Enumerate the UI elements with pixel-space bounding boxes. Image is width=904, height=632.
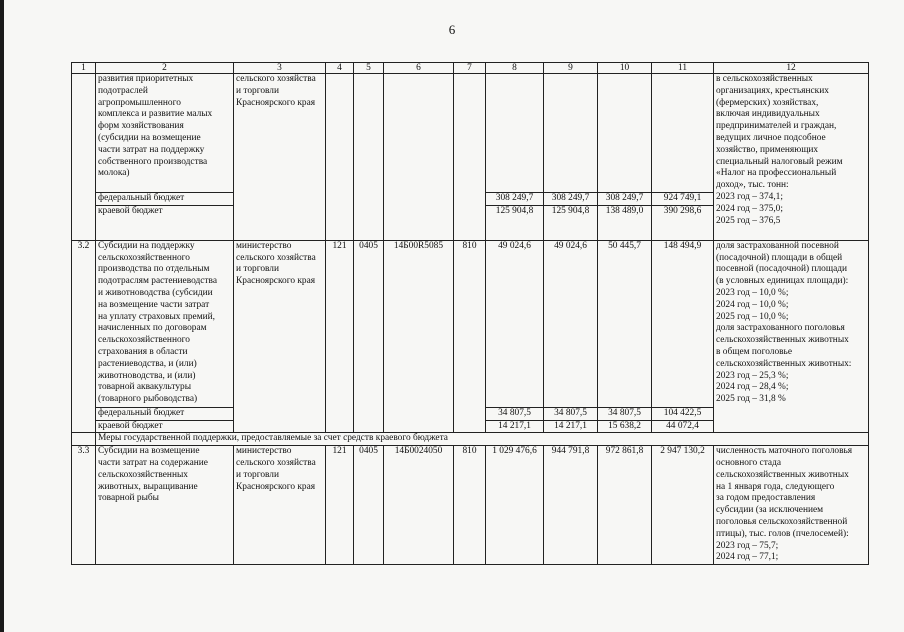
table-row-3-2 bbox=[72, 240, 869, 407]
column-number: 9 bbox=[544, 63, 598, 74]
measure-name-cell: Субсидии на поддержку сельскохозяйственного производства по отдельным подотраслям растениеводства и животноводства (субсидии на возмещение части затрат на уплату страховых премий, начисленных по договорам сельскохозяйственного страхования в области растениеводства, и (или) животноводства, и (или) товарной аквакультуры (товарного рыбоводства) bbox=[96, 240, 234, 407]
page-number: 6 bbox=[448, 22, 456, 37]
column-number: 5 bbox=[354, 63, 384, 74]
value-cell: 34 807,5 bbox=[486, 407, 544, 420]
row-number-cell bbox=[72, 74, 96, 241]
value-cell: 44 072,4 bbox=[652, 420, 714, 433]
value-cell: 14 217,1 bbox=[544, 420, 598, 433]
value-cell: 49 024,6 bbox=[486, 240, 544, 407]
administrator-cell: сельского хозяйства и торговли Красноярского края bbox=[234, 74, 326, 241]
vr-cell bbox=[454, 74, 486, 241]
rzpr-cell bbox=[354, 74, 384, 241]
row-number-cell: 3.2 bbox=[72, 240, 96, 433]
value-cell: 138 489,0 bbox=[598, 205, 652, 240]
column-number: 10 bbox=[598, 63, 652, 74]
value-cell: 148 494,9 bbox=[652, 240, 714, 407]
csr-cell bbox=[384, 74, 454, 241]
grbs-cell: 121 bbox=[326, 240, 354, 433]
measure-name-text: развития приоритетных подотраслей агропромышленного комплекса и развитие малых форм хозяйствования (субсидии на возмещение части затрат на поддержку собственного производства молока) bbox=[98, 74, 213, 179]
column-number: 6 bbox=[384, 63, 454, 74]
column-number: 12 bbox=[714, 63, 869, 74]
value-cell: 1 029 476,6 bbox=[486, 446, 544, 565]
column-number: 7 bbox=[454, 63, 486, 74]
section-header-row bbox=[72, 433, 869, 446]
program-measures-table bbox=[71, 62, 869, 565]
budget-label: краевой бюджет bbox=[96, 420, 234, 433]
row-number-cell bbox=[72, 433, 96, 446]
column-number-row bbox=[72, 63, 869, 74]
administrator-cell: министерство сельского хозяйства и торговли Красноярского края bbox=[234, 446, 326, 565]
value-cell: 14 217,1 bbox=[486, 420, 544, 433]
rzpr-cell: 0405 bbox=[354, 446, 384, 565]
value-cell bbox=[652, 74, 714, 193]
measure-name-cell: Субсидии на возмещение части затрат на содержание сельскохозяйственных животных, выращивание товарной рыбы bbox=[96, 446, 234, 565]
csr-cell: 14Б00R5085 bbox=[384, 240, 454, 433]
value-cell: 50 445,7 bbox=[598, 240, 652, 407]
budget-label: федеральный бюджет bbox=[96, 193, 234, 206]
vr-cell: 810 bbox=[454, 446, 486, 565]
table-row-continued bbox=[72, 74, 869, 193]
result-cell: численность маточного поголовья основного стада сельскохозяйственных животных на 1 января года, следующего за годом предоставления субсидии (за исключением поголовья сельскохозяйственной птицы), тыс. голов (пчелосемей): 2023 год – 75,7; 2024 год – 77,1; bbox=[714, 446, 869, 565]
value-cell: 125 904,8 bbox=[544, 205, 598, 240]
scan-edge bbox=[0, 0, 4, 632]
value-cell: 308 249,7 bbox=[598, 193, 652, 206]
section-title: Меры государственной поддержки, предоставляемые за счет средств краевого бюджета bbox=[96, 433, 869, 446]
value-cell: 15 638,2 bbox=[598, 420, 652, 433]
grbs-cell bbox=[326, 74, 354, 241]
row-number-cell: 3.3 bbox=[72, 446, 96, 565]
value-cell: 104 422,5 bbox=[652, 407, 714, 420]
result-cell: доля застрахованной посевной (посадочной) площади в общей посевной (посадочной) площади (в условных единицах площади): 2023 год – 10,0 %; 2024 год – 10,0 %; 2025 год – 10,0 %; доля застрахованного поголовья сельскохозяйственных животных в общем поголовье сельскохозяйственных животных: 2023 год – 25,3 %; 2024 год – 28,4 %; 2025 год – 31,8 % bbox=[714, 240, 869, 433]
value-cell bbox=[598, 74, 652, 193]
grbs-cell: 121 bbox=[326, 446, 354, 565]
table-row-3-3 bbox=[72, 446, 869, 565]
csr-cell: 14Б0024050 bbox=[384, 446, 454, 565]
value-cell: 2 947 130,2 bbox=[652, 446, 714, 565]
value-cell: 972 861,8 bbox=[598, 446, 652, 565]
budget-label: краевой бюджет bbox=[96, 205, 234, 240]
measure-name-cell bbox=[96, 74, 234, 193]
column-number: 1 bbox=[72, 63, 96, 74]
column-number: 8 bbox=[486, 63, 544, 74]
value-cell: 308 249,7 bbox=[486, 193, 544, 206]
column-number: 2 bbox=[96, 63, 234, 74]
vr-cell: 810 bbox=[454, 240, 486, 433]
administrator-cell: министерство сельского хозяйства и торговли Красноярского края bbox=[234, 240, 326, 433]
value-cell: 34 807,5 bbox=[598, 407, 652, 420]
value-cell: 34 807,5 bbox=[544, 407, 598, 420]
column-number: 11 bbox=[652, 63, 714, 74]
value-cell: 125 904,8 bbox=[486, 205, 544, 240]
result-cell: в сельскохозяйственных организациях, крестьянских (фермерских) хозяйствах, включая индивидуальных предпринимателей и граждан, ведущих личное подсобное хозяйство, применяющих специальный налоговый режим «Налог на профессиональный доход», тыс. тонн: 2023 год – 374,1; 2024 год – 375,0; 2025 год – 376,5 bbox=[714, 74, 869, 241]
column-number: 4 bbox=[326, 63, 354, 74]
value-cell bbox=[544, 74, 598, 193]
value-cell: 944 791,8 bbox=[544, 446, 598, 565]
value-cell: 49 024,6 bbox=[544, 240, 598, 407]
value-cell: 390 298,6 bbox=[652, 205, 714, 240]
column-number: 3 bbox=[234, 63, 326, 74]
rzpr-cell: 0405 bbox=[354, 240, 384, 433]
value-cell bbox=[486, 74, 544, 193]
value-cell: 924 749,1 bbox=[652, 193, 714, 206]
budget-label: федеральный бюджет bbox=[96, 407, 234, 420]
value-cell: 308 249,7 bbox=[544, 193, 598, 206]
